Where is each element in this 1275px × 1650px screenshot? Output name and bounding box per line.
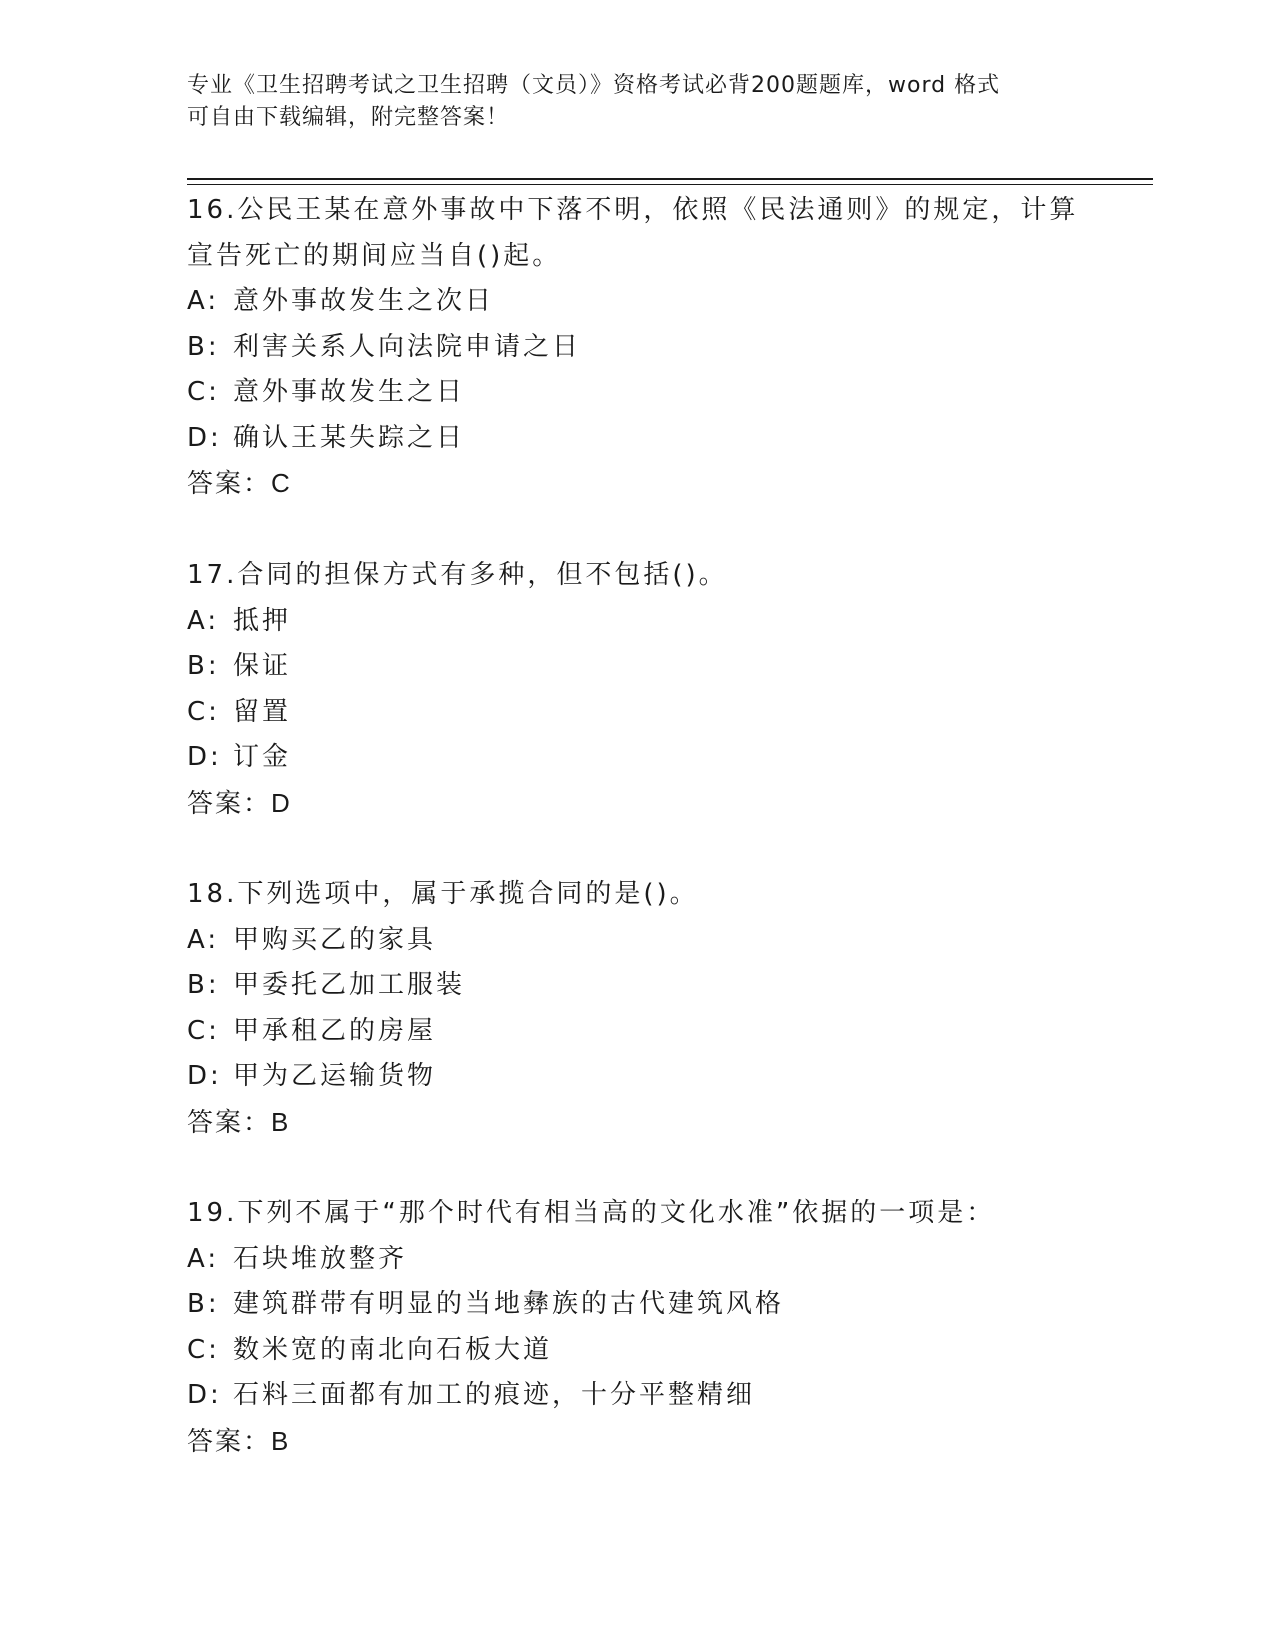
option-letter: A: — [187, 924, 220, 955]
option-a — [187, 918, 1087, 964]
option-a — [187, 1237, 1087, 1283]
answer-line: 答案：B — [187, 1425, 291, 1456]
question-stem-line: 18.下列选项中，属于承揽合同的是()。 — [187, 879, 699, 909]
option-text: 保证 — [233, 651, 292, 681]
option-d — [187, 1373, 1087, 1419]
answer-line: 答案：B — [187, 1106, 291, 1137]
option-text: 甲委托乙加工服装 — [233, 970, 466, 1000]
option-letter: B: — [187, 331, 220, 362]
question-stem-line: 宣告死亡的期间应当自()起。 — [187, 240, 562, 271]
question-16 — [187, 188, 1087, 507]
option-letter: A: — [187, 1243, 220, 1274]
option-text: 甲为乙运输货物 — [233, 1061, 437, 1091]
option-letter: B: — [187, 651, 220, 681]
option-letter: D: — [187, 422, 222, 453]
question-stem-line: 16.公民王某在意外事故中下落不明，依照《民法通则》的规定，计算 — [187, 195, 1079, 225]
option-d — [187, 1054, 1087, 1100]
option-text: 利害关系人向法院申请之日 — [233, 331, 582, 362]
option-letter: B: — [187, 970, 220, 1000]
option-a — [187, 279, 1087, 325]
option-letter: D: — [187, 1061, 222, 1091]
option-letter: C: — [187, 696, 220, 727]
option-b — [187, 963, 1087, 1009]
question-stem-line: 19.下列不属于“那个时代有相当高的文化水准”依据的一项是： — [187, 1198, 996, 1228]
option-letter: A: — [187, 605, 220, 636]
option-text: 石料三面都有加工的痕迹，十分平整精细 — [233, 1380, 756, 1410]
option-c — [187, 1328, 1087, 1374]
option-letter: D: — [187, 1380, 222, 1410]
option-text: 石块堆放整齐 — [233, 1243, 408, 1274]
option-text: 订金 — [233, 742, 292, 772]
option-b — [187, 325, 1087, 371]
option-text: 意外事故发生之日 — [233, 377, 466, 407]
option-letter: C: — [187, 377, 220, 407]
header-line-1: 专业《卫生招聘考试之卫生招聘（文员）》资格考试必背200题题库，word 格式 — [187, 73, 1001, 98]
answer-line: 答案：D — [187, 787, 292, 818]
option-c — [187, 1009, 1087, 1055]
option-text: 抵押 — [233, 605, 292, 636]
option-a — [187, 599, 1087, 645]
option-letter: C: — [187, 1334, 220, 1365]
question-19 — [187, 1191, 1087, 1464]
option-text: 意外事故发生之次日 — [233, 286, 495, 316]
option-c — [187, 690, 1087, 736]
option-text: 甲承租乙的房屋 — [233, 1015, 437, 1046]
header-rule-thin — [187, 184, 1153, 185]
option-b — [187, 1282, 1087, 1328]
option-d — [187, 735, 1087, 781]
option-letter: A: — [187, 286, 220, 316]
option-text: 留置 — [233, 696, 292, 727]
option-letter: B: — [187, 1289, 220, 1319]
document-header — [187, 70, 1087, 134]
option-letter: C: — [187, 1015, 220, 1046]
question-17 — [187, 553, 1087, 826]
header-line-2: 可自由下载编辑，附完整答案！ — [187, 105, 510, 130]
option-text: 确认王某失踪之日 — [233, 422, 466, 453]
option-text: 建筑群带有明显的当地彝族的古代建筑风格 — [233, 1289, 785, 1319]
option-b — [187, 644, 1087, 690]
option-text: 甲购买乙的家具 — [233, 924, 437, 955]
header-rule-thick — [187, 178, 1153, 180]
question-stem-line: 17.合同的担保方式有多种，但不包括()。 — [187, 560, 728, 590]
option-d — [187, 416, 1087, 462]
question-18 — [187, 872, 1087, 1145]
option-c — [187, 370, 1087, 416]
answer-line: 答案：C — [187, 468, 292, 498]
option-letter: D: — [187, 742, 222, 772]
option-text: 数米宽的南北向石板大道 — [233, 1334, 553, 1365]
